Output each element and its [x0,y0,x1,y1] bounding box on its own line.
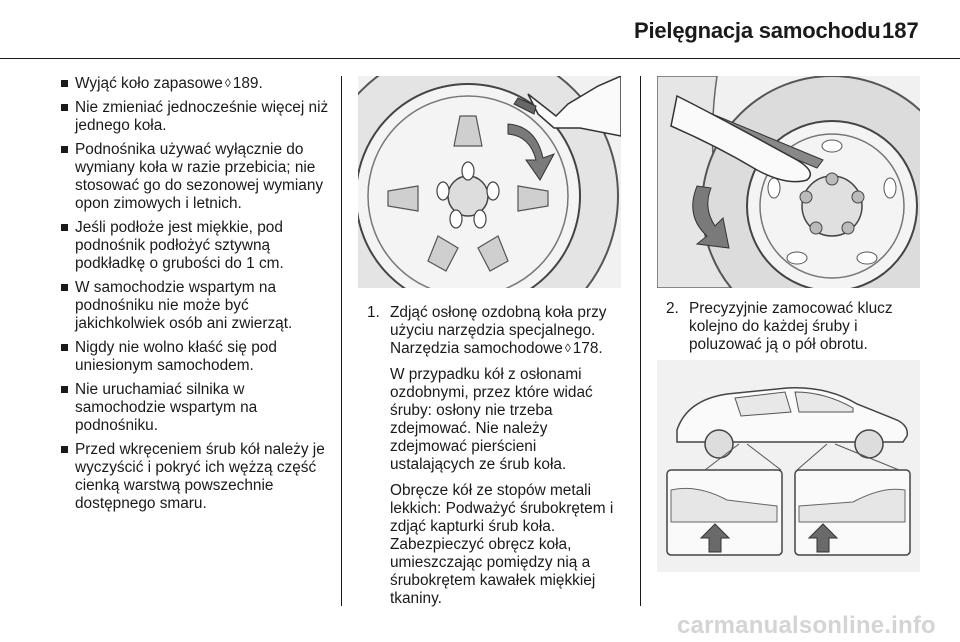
list-item: W samochodzie wspartym na podnośniku nie może być jakichkolwiek osób ani zwierząt. [61,279,336,333]
list-item: Nie zmieniać jednocześnie więcej niż jednego koła. [61,99,336,135]
list-item: Jeśli podłoże jest miękkie, pod podnośnik podłożyć sztywną podkładkę o grubości do 1 cm. [61,219,336,273]
step-number: 2. [666,300,679,317]
step-instruction: Zdjąć osłonę ozdobną koła przy użyciu narzędzia specjalnego. Narzędzia samochodowe ◊ 178. [390,304,607,357]
bullet-square-icon [61,386,68,393]
bullet-square-icon [61,80,68,87]
paragraph: Obręcze kół ze stopów metali lekkich: Podważyć śrubokrętem i zdjąć kapturki śrub koła. Zabezpieczyć obręcz koła, umieszczając pomiędzy nią a śrubokrętem kawałek miękkiej tkaniny. [390,482,614,607]
jacking-points-illustration [657,360,920,572]
column-divider-right [640,76,641,606]
page-reference[interactable]: 189. [232,75,263,92]
section-title: Pielęgnacja samochodu [634,18,881,43]
bullet-square-icon [61,344,68,351]
bullet-square-icon [61,284,68,291]
list-item: Wyjąć koło zapasowe ◊ 189. [61,75,336,93]
step-1 [367,304,625,616]
page-reference-icon: ◊ [564,341,571,355]
bullet-square-icon [61,224,68,231]
safety-bullet-list [61,75,336,519]
wheel-cover-illustration [358,76,621,288]
bullet-square-icon [61,446,68,453]
page-reference[interactable]: 178. [572,340,603,357]
watermark: carmanualsonline.info [677,612,936,639]
page-reference-icon: ◊ [224,76,231,90]
page-number: 187 [882,18,919,43]
spanner-illustration [657,76,920,288]
list-item: Nie uruchamiać silnika w samochodzie wspartym na podnośniku. [61,381,336,435]
column-divider-left [341,76,342,606]
step-number: 1. [367,304,380,321]
header-divider [0,58,960,59]
list-item: Przed wkręceniem śrub kół należy je wyczyścić i pokryć ich wężzą część cienką warstwą powszechnie dostępnego smaru. [61,441,336,513]
page-header [0,0,960,58]
list-item: Nigdy nie wolno kłaść się pod uniesionym samochodem. [61,339,336,375]
step-2 [666,300,916,362]
step-instruction: Precyzyjnie zamocować klucz kolejno do każdej śruby i poluzować ją o pół obrotu. [689,300,893,353]
bullet-square-icon [61,104,68,111]
bullet-square-icon [61,146,68,153]
paragraph: W przypadku kół z osłonami ozdobnymi, przez które widać śruby: osłony nie trzeba zdejmować. Nie należy zdejmować pierścieni ustalających ze śrub koła. [390,366,593,473]
list-item: Podnośnika używać wyłącznie do wymiany koła w razie przebicia; nie stosować go do sezonowej wymiany opon zimowych i letnich. [61,141,336,213]
